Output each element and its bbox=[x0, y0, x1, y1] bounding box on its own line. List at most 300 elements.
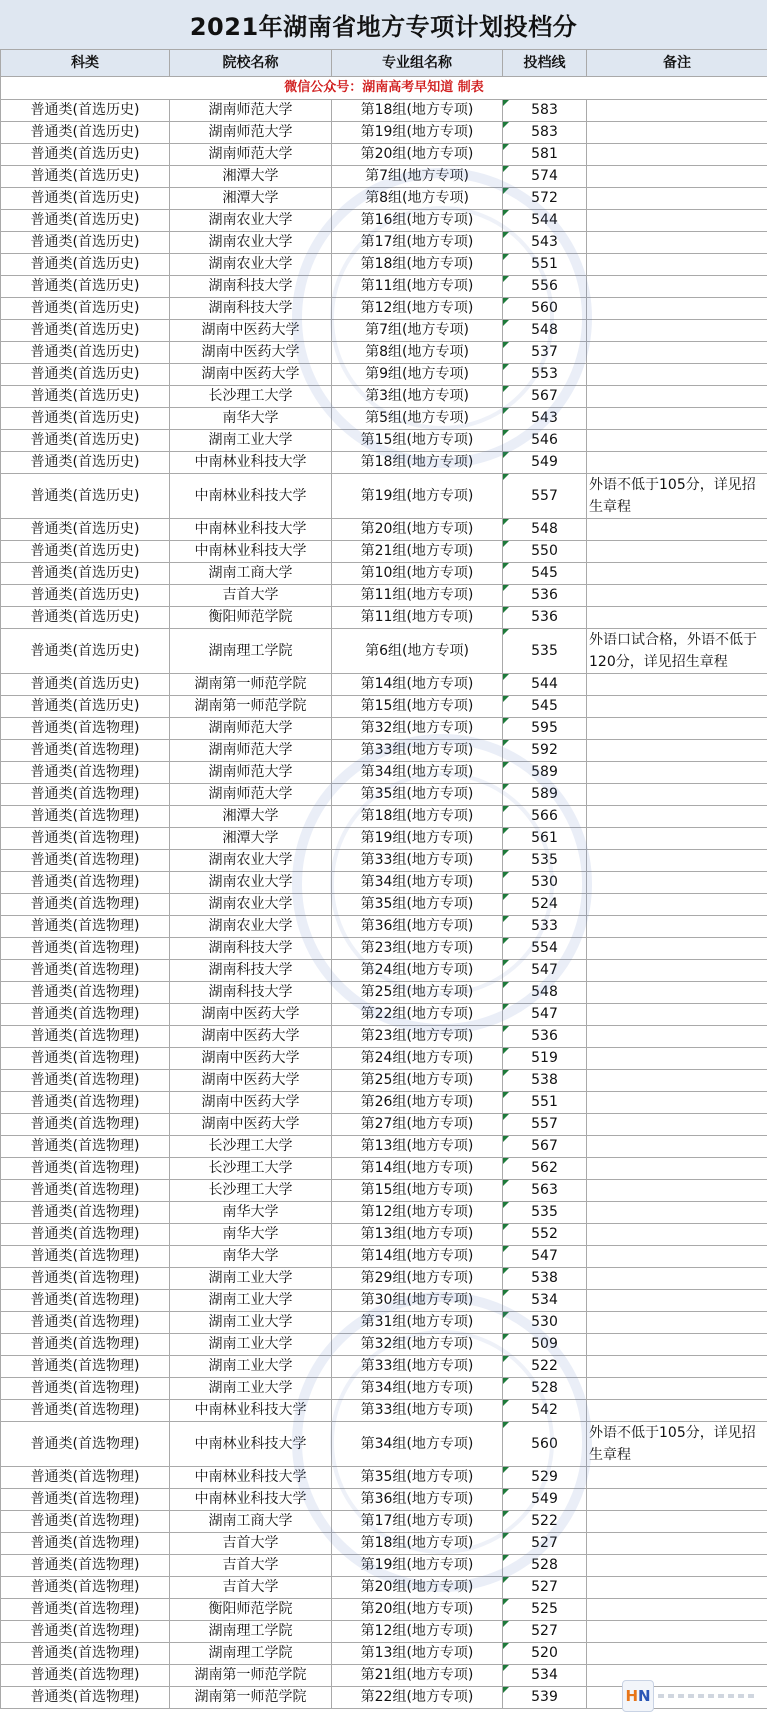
cell-score: 547 bbox=[503, 1004, 587, 1026]
cell-category: 普通类(首选历史) bbox=[1, 629, 170, 674]
cell-school: 中南林业科技大学 bbox=[170, 1400, 332, 1422]
table-row bbox=[1, 1533, 767, 1555]
cell-group: 第16组(地方专项) bbox=[332, 210, 503, 232]
table-row bbox=[1, 585, 767, 607]
table-row bbox=[1, 452, 767, 474]
cell-score: 535 bbox=[503, 850, 587, 872]
cell-school: 湖南科技大学 bbox=[170, 982, 332, 1004]
cell-group: 第5组(地方专项) bbox=[332, 408, 503, 430]
cell-group: 第35组(地方专项) bbox=[332, 894, 503, 916]
cell-category: 普通类(首选物理) bbox=[1, 1092, 170, 1114]
cell-score: 525 bbox=[503, 1599, 587, 1621]
table-row bbox=[1, 1290, 767, 1312]
cell-remark bbox=[587, 364, 767, 386]
cell-score: 534 bbox=[503, 1290, 587, 1312]
cell-remark bbox=[587, 607, 767, 629]
cell-school: 湖南师范大学 bbox=[170, 784, 332, 806]
cell-school: 湖南中医药大学 bbox=[170, 1092, 332, 1114]
cell-school: 湖南理工学院 bbox=[170, 629, 332, 674]
cell-group: 第18组(地方专项) bbox=[332, 1533, 503, 1555]
subtitle-row bbox=[1, 77, 767, 100]
table-row bbox=[1, 1621, 767, 1643]
cell-category: 普通类(首选物理) bbox=[1, 1246, 170, 1268]
table-row bbox=[1, 1026, 767, 1048]
cell-category: 普通类(首选物理) bbox=[1, 1290, 170, 1312]
table-row bbox=[1, 1400, 767, 1422]
cell-remark bbox=[587, 1070, 767, 1092]
cell-school: 南华大学 bbox=[170, 408, 332, 430]
cell-score: 549 bbox=[503, 1489, 587, 1511]
cell-remark bbox=[587, 1687, 767, 1709]
cell-school: 中南林业科技大学 bbox=[170, 519, 332, 541]
cell-remark bbox=[587, 1577, 767, 1599]
cell-score: 524 bbox=[503, 894, 587, 916]
table-row bbox=[1, 1246, 767, 1268]
cell-remark bbox=[587, 1533, 767, 1555]
table-row bbox=[1, 519, 767, 541]
cell-school: 中南林业科技大学 bbox=[170, 452, 332, 474]
cell-group: 第19组(地方专项) bbox=[332, 828, 503, 850]
table-row bbox=[1, 1422, 767, 1467]
table-row bbox=[1, 474, 767, 519]
cell-group: 第29组(地方专项) bbox=[332, 1268, 503, 1290]
cell-school: 中南林业科技大学 bbox=[170, 1467, 332, 1489]
cell-category: 普通类(首选物理) bbox=[1, 806, 170, 828]
table-row bbox=[1, 1356, 767, 1378]
cell-remark bbox=[587, 1136, 767, 1158]
cell-score: 589 bbox=[503, 762, 587, 784]
cell-score: 556 bbox=[503, 276, 587, 298]
cell-school: 湖南中医药大学 bbox=[170, 320, 332, 342]
cell-category: 普通类(首选物理) bbox=[1, 1004, 170, 1026]
header-remark: 备注 bbox=[587, 50, 767, 77]
cell-category: 普通类(首选物理) bbox=[1, 1026, 170, 1048]
cell-school: 湖南中医药大学 bbox=[170, 1004, 332, 1026]
cell-school: 湖南工业大学 bbox=[170, 1378, 332, 1400]
table-row bbox=[1, 806, 767, 828]
cell-score: 583 bbox=[503, 122, 587, 144]
cell-group: 第33组(地方专项) bbox=[332, 740, 503, 762]
cell-school: 湖南科技大学 bbox=[170, 276, 332, 298]
cell-remark bbox=[587, 1268, 767, 1290]
cell-score: 561 bbox=[503, 828, 587, 850]
cell-score: 554 bbox=[503, 938, 587, 960]
cell-score: 550 bbox=[503, 541, 587, 563]
table-row bbox=[1, 210, 767, 232]
cell-remark bbox=[587, 100, 767, 122]
cell-remark bbox=[587, 872, 767, 894]
cell-score: 595 bbox=[503, 718, 587, 740]
cell-group: 第17组(地方专项) bbox=[332, 1511, 503, 1533]
cell-score: 545 bbox=[503, 563, 587, 585]
cell-remark bbox=[587, 232, 767, 254]
cell-school: 湖南工商大学 bbox=[170, 563, 332, 585]
cell-school: 湖南中医药大学 bbox=[170, 1048, 332, 1070]
cell-category: 普通类(首选物理) bbox=[1, 1180, 170, 1202]
cell-school: 湖南中医药大学 bbox=[170, 342, 332, 364]
cell-remark bbox=[587, 762, 767, 784]
cell-group: 第9组(地方专项) bbox=[332, 364, 503, 386]
cell-category: 普通类(首选物理) bbox=[1, 1224, 170, 1246]
cell-school: 湖南农业大学 bbox=[170, 254, 332, 276]
cell-remark bbox=[587, 452, 767, 474]
table-row bbox=[1, 1114, 767, 1136]
cell-remark: 外语口试合格，外语不低于120分，详见招生章程 bbox=[587, 629, 767, 674]
cell-group: 第18组(地方专项) bbox=[332, 452, 503, 474]
cell-category: 普通类(首选物理) bbox=[1, 1268, 170, 1290]
header-row bbox=[1, 50, 767, 77]
cell-score: 527 bbox=[503, 1577, 587, 1599]
table-row bbox=[1, 1687, 767, 1709]
cell-category: 普通类(首选物理) bbox=[1, 1643, 170, 1665]
cell-school: 衡阳师范学院 bbox=[170, 607, 332, 629]
cell-remark bbox=[587, 1467, 767, 1489]
cell-remark bbox=[587, 806, 767, 828]
cell-school: 湖南科技大学 bbox=[170, 938, 332, 960]
cell-group: 第13组(地方专项) bbox=[332, 1136, 503, 1158]
cell-remark bbox=[587, 982, 767, 1004]
cell-group: 第7组(地方专项) bbox=[332, 320, 503, 342]
cell-category: 普通类(首选物理) bbox=[1, 1687, 170, 1709]
cell-category: 普通类(首选物理) bbox=[1, 1070, 170, 1092]
cell-school: 湖南工业大学 bbox=[170, 1356, 332, 1378]
cell-category: 普通类(首选历史) bbox=[1, 474, 170, 519]
table-row bbox=[1, 1224, 767, 1246]
cell-category: 普通类(首选物理) bbox=[1, 916, 170, 938]
cell-remark bbox=[587, 408, 767, 430]
cell-remark bbox=[587, 1048, 767, 1070]
cell-group: 第23组(地方专项) bbox=[332, 938, 503, 960]
table-row bbox=[1, 166, 767, 188]
table-row bbox=[1, 696, 767, 718]
cell-category: 普通类(首选物理) bbox=[1, 1202, 170, 1224]
cell-group: 第34组(地方专项) bbox=[332, 1422, 503, 1467]
table-row bbox=[1, 144, 767, 166]
table-row bbox=[1, 629, 767, 674]
cell-category: 普通类(首选物理) bbox=[1, 960, 170, 982]
cell-category: 普通类(首选历史) bbox=[1, 563, 170, 585]
cell-score: 574 bbox=[503, 166, 587, 188]
cell-school: 湖南第一师范学院 bbox=[170, 674, 332, 696]
cell-score: 538 bbox=[503, 1070, 587, 1092]
cell-remark bbox=[587, 144, 767, 166]
cell-remark bbox=[587, 298, 767, 320]
cell-category: 普通类(首选历史) bbox=[1, 607, 170, 629]
cell-school: 湖南中医药大学 bbox=[170, 1026, 332, 1048]
cell-group: 第6组(地方专项) bbox=[332, 629, 503, 674]
cell-group: 第32组(地方专项) bbox=[332, 718, 503, 740]
cell-school: 吉首大学 bbox=[170, 585, 332, 607]
cell-category: 普通类(首选历史) bbox=[1, 166, 170, 188]
cell-score: 553 bbox=[503, 364, 587, 386]
cell-remark bbox=[587, 563, 767, 585]
cell-category: 普通类(首选物理) bbox=[1, 1158, 170, 1180]
cell-score: 535 bbox=[503, 1202, 587, 1224]
table-row bbox=[1, 872, 767, 894]
cell-group: 第21组(地方专项) bbox=[332, 1665, 503, 1687]
cell-school: 吉首大学 bbox=[170, 1577, 332, 1599]
cell-school: 湖南农业大学 bbox=[170, 210, 332, 232]
cell-school: 南华大学 bbox=[170, 1224, 332, 1246]
cell-category: 普通类(首选历史) bbox=[1, 541, 170, 563]
cell-remark: 外语不低于105分，详见招生章程 bbox=[587, 474, 767, 519]
cell-remark bbox=[587, 1290, 767, 1312]
cell-group: 第12组(地方专项) bbox=[332, 1621, 503, 1643]
cell-school: 吉首大学 bbox=[170, 1533, 332, 1555]
table-row bbox=[1, 298, 767, 320]
cell-group: 第20组(地方专项) bbox=[332, 519, 503, 541]
table-row bbox=[1, 1467, 767, 1489]
cell-school: 长沙理工大学 bbox=[170, 386, 332, 408]
cell-school: 吉首大学 bbox=[170, 1555, 332, 1577]
cell-school: 湖南理工学院 bbox=[170, 1643, 332, 1665]
header-group: 专业组名称 bbox=[332, 50, 503, 77]
table-row bbox=[1, 1158, 767, 1180]
cell-remark bbox=[587, 1114, 767, 1136]
cell-group: 第24组(地方专项) bbox=[332, 960, 503, 982]
cell-category: 普通类(首选物理) bbox=[1, 1422, 170, 1467]
cell-score: 551 bbox=[503, 1092, 587, 1114]
cell-school: 湘潭大学 bbox=[170, 828, 332, 850]
cell-category: 普通类(首选物理) bbox=[1, 1136, 170, 1158]
cell-score: 566 bbox=[503, 806, 587, 828]
cell-category: 普通类(首选历史) bbox=[1, 210, 170, 232]
cell-group: 第27组(地方专项) bbox=[332, 1114, 503, 1136]
cell-group: 第14组(地方专项) bbox=[332, 1246, 503, 1268]
cell-score: 567 bbox=[503, 386, 587, 408]
cell-group: 第20组(地方专项) bbox=[332, 1577, 503, 1599]
cell-category: 普通类(首选物理) bbox=[1, 850, 170, 872]
cell-school: 湖南师范大学 bbox=[170, 740, 332, 762]
cell-score: 562 bbox=[503, 1158, 587, 1180]
table-row bbox=[1, 1180, 767, 1202]
cell-group: 第3组(地方专项) bbox=[332, 386, 503, 408]
cell-score: 548 bbox=[503, 320, 587, 342]
cell-score: 544 bbox=[503, 674, 587, 696]
cell-remark bbox=[587, 718, 767, 740]
cell-school: 湖南科技大学 bbox=[170, 298, 332, 320]
cell-score: 536 bbox=[503, 585, 587, 607]
cell-score: 528 bbox=[503, 1378, 587, 1400]
cell-group: 第22组(地方专项) bbox=[332, 1687, 503, 1709]
table-row bbox=[1, 1202, 767, 1224]
cell-remark bbox=[587, 740, 767, 762]
cell-group: 第21组(地方专项) bbox=[332, 541, 503, 563]
table-row bbox=[1, 430, 767, 452]
cell-category: 普通类(首选历史) bbox=[1, 519, 170, 541]
cell-school: 湖南第一师范学院 bbox=[170, 696, 332, 718]
cell-category: 普通类(首选物理) bbox=[1, 1511, 170, 1533]
cell-group: 第20组(地方专项) bbox=[332, 144, 503, 166]
cell-school: 长沙理工大学 bbox=[170, 1180, 332, 1202]
cell-score: 548 bbox=[503, 982, 587, 1004]
cell-school: 湖南中医药大学 bbox=[170, 1114, 332, 1136]
cell-remark bbox=[587, 960, 767, 982]
cell-score: 527 bbox=[503, 1621, 587, 1643]
cell-score: 557 bbox=[503, 474, 587, 519]
cell-school: 湖南农业大学 bbox=[170, 916, 332, 938]
cell-score: 527 bbox=[503, 1533, 587, 1555]
cell-remark bbox=[587, 1511, 767, 1533]
cell-score: 551 bbox=[503, 254, 587, 276]
page-title: 2021年湖南省地方专项计划投档分 bbox=[0, 0, 767, 50]
cell-school: 湘潭大学 bbox=[170, 166, 332, 188]
cell-category: 普通类(首选物理) bbox=[1, 1533, 170, 1555]
cell-category: 普通类(首选物理) bbox=[1, 1665, 170, 1687]
table-row bbox=[1, 276, 767, 298]
cell-remark bbox=[587, 386, 767, 408]
table-row bbox=[1, 850, 767, 872]
cell-score: 534 bbox=[503, 1665, 587, 1687]
cell-group: 第19组(地方专项) bbox=[332, 474, 503, 519]
cell-remark bbox=[587, 784, 767, 806]
cell-school: 湖南师范大学 bbox=[170, 718, 332, 740]
cell-score: 563 bbox=[503, 1180, 587, 1202]
cell-category: 普通类(首选物理) bbox=[1, 1334, 170, 1356]
cell-group: 第15组(地方专项) bbox=[332, 1180, 503, 1202]
cell-group: 第20组(地方专项) bbox=[332, 1599, 503, 1621]
cell-remark bbox=[587, 430, 767, 452]
cell-group: 第17组(地方专项) bbox=[332, 232, 503, 254]
cell-remark bbox=[587, 1356, 767, 1378]
cell-group: 第31组(地方专项) bbox=[332, 1312, 503, 1334]
cell-category: 普通类(首选物理) bbox=[1, 828, 170, 850]
cell-remark bbox=[587, 894, 767, 916]
cell-category: 普通类(首选历史) bbox=[1, 232, 170, 254]
cell-category: 普通类(首选物理) bbox=[1, 1312, 170, 1334]
cell-score: 543 bbox=[503, 408, 587, 430]
cell-score: 533 bbox=[503, 916, 587, 938]
cell-school: 湖南第一师范学院 bbox=[170, 1665, 332, 1687]
score-table bbox=[0, 49, 767, 1709]
cell-group: 第14组(地方专项) bbox=[332, 674, 503, 696]
cell-score: 537 bbox=[503, 342, 587, 364]
cell-category: 普通类(首选历史) bbox=[1, 144, 170, 166]
cell-remark bbox=[587, 519, 767, 541]
table-row bbox=[1, 1665, 767, 1687]
cell-school: 湖南第一师范学院 bbox=[170, 1687, 332, 1709]
cell-category: 普通类(首选历史) bbox=[1, 674, 170, 696]
cell-category: 普通类(首选物理) bbox=[1, 762, 170, 784]
table-row bbox=[1, 563, 767, 585]
cell-group: 第14组(地方专项) bbox=[332, 1158, 503, 1180]
cell-category: 普通类(首选历史) bbox=[1, 320, 170, 342]
cell-school: 湖南农业大学 bbox=[170, 872, 332, 894]
logo-letter-n: N bbox=[638, 1687, 651, 1705]
table-row bbox=[1, 1136, 767, 1158]
cell-remark bbox=[587, 166, 767, 188]
cell-score: 536 bbox=[503, 607, 587, 629]
table-row bbox=[1, 408, 767, 430]
cell-group: 第12组(地方专项) bbox=[332, 1202, 503, 1224]
table-row bbox=[1, 784, 767, 806]
cell-school: 长沙理工大学 bbox=[170, 1136, 332, 1158]
table-row bbox=[1, 1378, 767, 1400]
cell-category: 普通类(首选物理) bbox=[1, 938, 170, 960]
cell-remark bbox=[587, 1378, 767, 1400]
cell-remark bbox=[587, 938, 767, 960]
cell-category: 普通类(首选历史) bbox=[1, 585, 170, 607]
cell-group: 第8组(地方专项) bbox=[332, 188, 503, 210]
table-row bbox=[1, 1048, 767, 1070]
cell-category: 普通类(首选物理) bbox=[1, 1048, 170, 1070]
cell-category: 普通类(首选物理) bbox=[1, 894, 170, 916]
table-row bbox=[1, 364, 767, 386]
cell-score: 557 bbox=[503, 1114, 587, 1136]
cell-group: 第33组(地方专项) bbox=[332, 1356, 503, 1378]
cell-category: 普通类(首选历史) bbox=[1, 254, 170, 276]
cell-remark bbox=[587, 916, 767, 938]
cell-remark bbox=[587, 1400, 767, 1422]
cell-category: 普通类(首选历史) bbox=[1, 122, 170, 144]
cell-score: 538 bbox=[503, 1268, 587, 1290]
table-row bbox=[1, 1092, 767, 1114]
cell-group: 第11组(地方专项) bbox=[332, 585, 503, 607]
cell-group: 第13组(地方专项) bbox=[332, 1643, 503, 1665]
cell-score: 583 bbox=[503, 100, 587, 122]
cell-group: 第25组(地方专项) bbox=[332, 1070, 503, 1092]
cell-score: 552 bbox=[503, 1224, 587, 1246]
cell-remark bbox=[587, 320, 767, 342]
cell-category: 普通类(首选物理) bbox=[1, 1599, 170, 1621]
cell-score: 549 bbox=[503, 452, 587, 474]
cell-score: 542 bbox=[503, 1400, 587, 1422]
cell-remark bbox=[587, 1158, 767, 1180]
table-row bbox=[1, 740, 767, 762]
cell-school: 湖南科技大学 bbox=[170, 960, 332, 982]
cell-school: 湖南农业大学 bbox=[170, 850, 332, 872]
cell-score: 592 bbox=[503, 740, 587, 762]
cell-score: 528 bbox=[503, 1555, 587, 1577]
cell-remark bbox=[587, 1643, 767, 1665]
cell-category: 普通类(首选历史) bbox=[1, 696, 170, 718]
cell-group: 第8组(地方专项) bbox=[332, 342, 503, 364]
cell-score: 535 bbox=[503, 629, 587, 674]
cell-remark bbox=[587, 1246, 767, 1268]
cell-category: 普通类(首选历史) bbox=[1, 364, 170, 386]
table-row bbox=[1, 607, 767, 629]
logo-letter-h: H bbox=[625, 1687, 638, 1705]
cell-school: 湖南师范大学 bbox=[170, 762, 332, 784]
cell-group: 第12组(地方专项) bbox=[332, 298, 503, 320]
cell-score: 547 bbox=[503, 960, 587, 982]
cell-group: 第25组(地方专项) bbox=[332, 982, 503, 1004]
cell-score: 560 bbox=[503, 1422, 587, 1467]
cell-score: 522 bbox=[503, 1511, 587, 1533]
cell-category: 普通类(首选物理) bbox=[1, 1467, 170, 1489]
cell-category: 普通类(首选物理) bbox=[1, 740, 170, 762]
cell-score: 567 bbox=[503, 1136, 587, 1158]
cell-category: 普通类(首选历史) bbox=[1, 276, 170, 298]
cell-school: 中南林业科技大学 bbox=[170, 1422, 332, 1467]
cell-group: 第36组(地方专项) bbox=[332, 916, 503, 938]
table-row bbox=[1, 1643, 767, 1665]
cell-remark bbox=[587, 1092, 767, 1114]
cell-remark bbox=[587, 1180, 767, 1202]
table-row bbox=[1, 1312, 767, 1334]
table-row bbox=[1, 960, 767, 982]
cell-school: 长沙理工大学 bbox=[170, 1158, 332, 1180]
cell-group: 第35组(地方专项) bbox=[332, 784, 503, 806]
cell-score: 572 bbox=[503, 188, 587, 210]
cell-group: 第7组(地方专项) bbox=[332, 166, 503, 188]
cell-remark: 外语不低于105分，详见招生章程 bbox=[587, 1422, 767, 1467]
cell-remark bbox=[587, 210, 767, 232]
cell-score: 544 bbox=[503, 210, 587, 232]
cell-category: 普通类(首选物理) bbox=[1, 1577, 170, 1599]
cell-score: 548 bbox=[503, 519, 587, 541]
cell-group: 第23组(地方专项) bbox=[332, 1026, 503, 1048]
